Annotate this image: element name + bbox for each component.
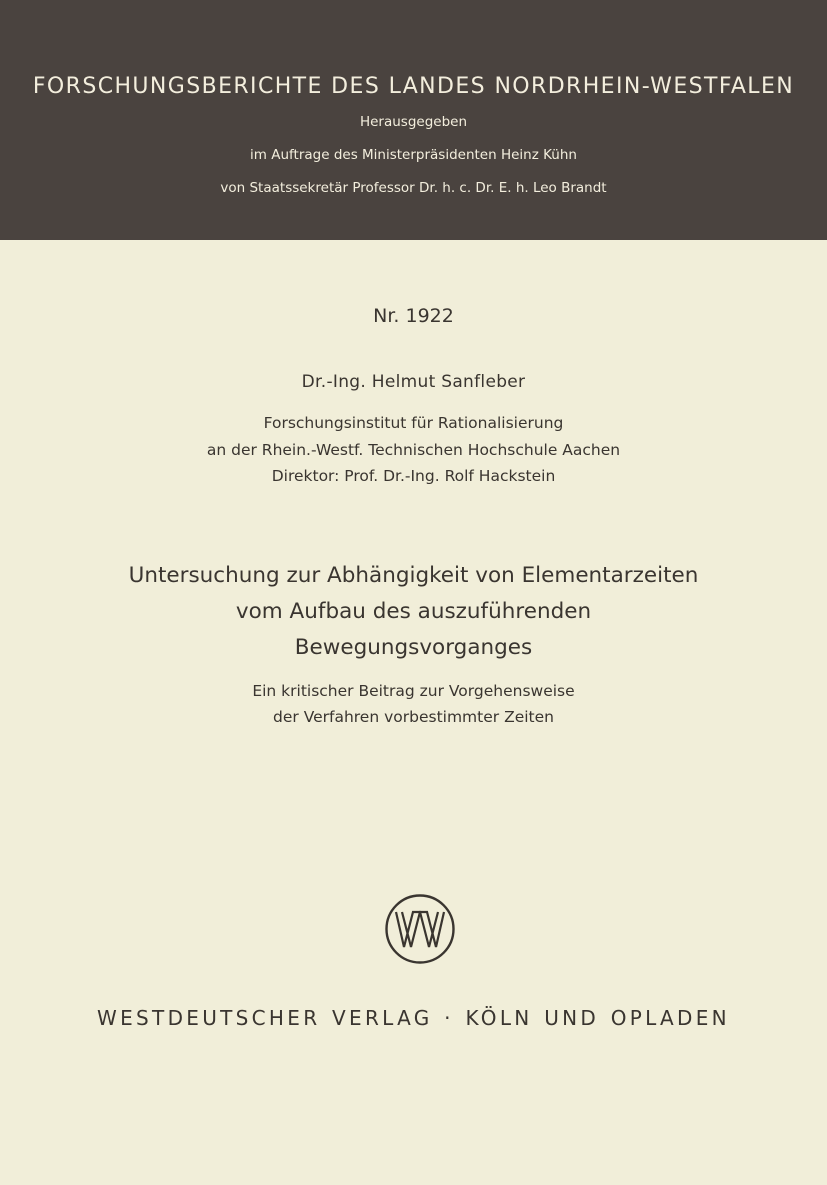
publisher-name: WESTDEUTSCHER VERLAG · KÖLN UND OPLADEN <box>97 1006 730 1030</box>
title-line-2: vom Aufbau des auszuführenden <box>235 599 592 624</box>
institute-line-1: Forschungsinstitut für Rationalisierung <box>263 414 564 432</box>
institute-line-3: Direktor: Prof. Dr.-Ing. Rolf Hackstein <box>271 467 556 485</box>
report-number: Nr. 1922 <box>373 305 454 327</box>
subtitle-line-2: der Verfahren vorbestimmter Zeiten <box>273 708 554 726</box>
editor-line-1: Herausgegeben <box>359 114 468 130</box>
publisher-logo-icon <box>384 893 456 965</box>
editor-line-2: im Auftrage des Ministerpräsidenten Heinz Kühn <box>250 147 577 163</box>
title-line-1: Untersuchung zur Abhängigkeit von Elementarzeiten <box>128 563 699 588</box>
editor-line-3: von Staatssekretär Professor Dr. h. c. Dr. E. h. Leo Brandt <box>220 180 607 196</box>
header-band <box>0 0 827 240</box>
title-line-3: Bewegungsvorganges <box>294 635 533 660</box>
institute-line-2: an der Rhein.-Westf. Technischen Hochschule Aachen <box>206 441 621 459</box>
series-title: FORSCHUNGSBERICHTE DES LANDES NORDRHEIN-WESTFALEN <box>32 74 795 99</box>
subtitle-line-1: Ein kritischer Beitrag zur Vorgehensweise <box>252 682 575 700</box>
author-name: Dr.-Ing. Helmut Sanfleber <box>301 372 526 392</box>
